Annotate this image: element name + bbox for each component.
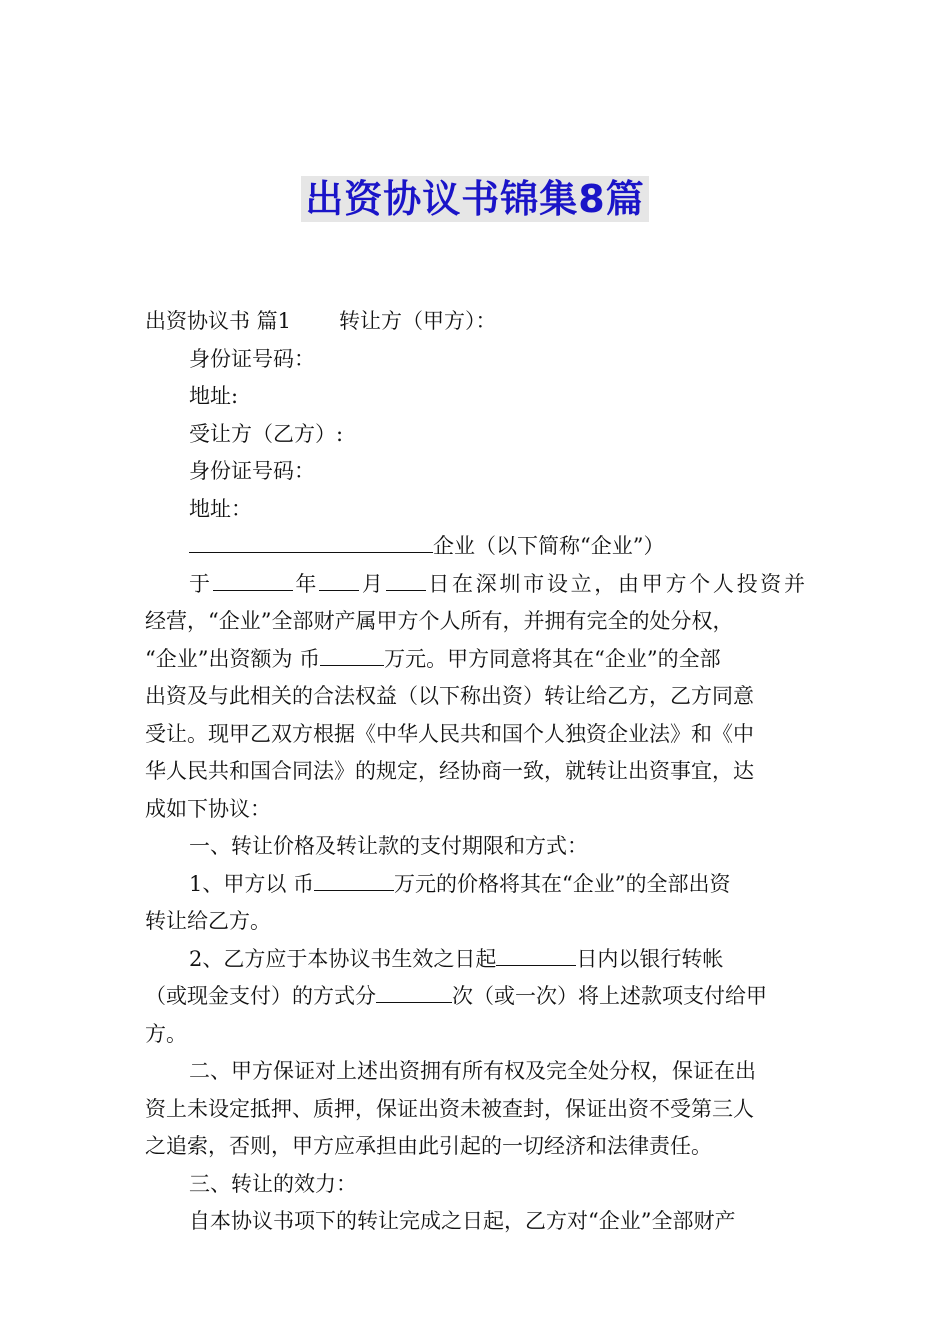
section-heading-line <box>145 303 805 341</box>
address-line-b <box>145 491 805 529</box>
body-line <box>145 603 805 641</box>
text-fragment: （或现金支付）的方式分 <box>145 984 376 1008</box>
text-fragment: 次（或一次）将上述款项支付给甲 <box>452 984 767 1008</box>
clause-one-heading: 一、转让价格及转让款的支付期限和方式： <box>189 834 588 858</box>
body-line <box>145 866 805 904</box>
body-line <box>145 716 805 754</box>
text-fragment: 万元的价格将其在“企业”的全部出资 <box>394 871 731 896</box>
body-line <box>145 791 805 829</box>
amount-blank <box>320 641 384 666</box>
body-line <box>145 1203 805 1241</box>
enterprise-name-blank <box>189 528 433 553</box>
text-fragment: 方。 <box>145 1021 187 1046</box>
body-line <box>145 641 805 679</box>
address-line-a <box>145 378 805 416</box>
text-fragment: 日内以银行转帐 <box>576 946 724 971</box>
text-fragment: 转让给乙方。 <box>145 909 271 933</box>
id-number-label: 身份证号码： <box>189 346 315 371</box>
body-line <box>145 1053 805 1091</box>
text-fragment: 于 <box>189 571 213 596</box>
text-fragment: 成如下协议： <box>145 796 271 821</box>
body-line <box>145 1128 805 1166</box>
document-title: 出资协议书锦集8篇 <box>301 176 648 222</box>
body-line <box>145 941 805 979</box>
section-heading: 出资协议书 篇1 <box>145 309 292 333</box>
text-fragment: 之追索，否则，甲方应承担由此引起的一切经济和法律责任。 <box>145 1134 712 1158</box>
days-blank <box>496 941 576 966</box>
text-fragment: 1、甲方以 币 <box>189 871 315 896</box>
body-line <box>145 903 805 941</box>
title-area <box>0 176 950 222</box>
transferor-label: 转让方（甲方）： <box>339 309 497 333</box>
address-label: 地址： <box>189 496 252 521</box>
body-line <box>145 566 805 604</box>
clause-heading <box>145 828 805 866</box>
text-fragment: 经营，“企业”全部财产属甲方个人所有，并拥有完全的处分权， <box>145 609 734 633</box>
address-label: 地址: <box>189 384 239 408</box>
price-blank <box>314 866 394 891</box>
enterprise-line <box>145 528 805 566</box>
month-blank <box>319 566 359 591</box>
transferee-line <box>145 416 805 454</box>
year-blank <box>213 566 293 591</box>
clause-two-text: 二、甲方保证对上述出资拥有所有权及完全处分权，保证在出 <box>189 1059 756 1083</box>
text-fragment: 日在深圳市设立，由甲方个人投资并 <box>425 571 805 596</box>
text-fragment: “企业”出资额为 币 <box>145 646 321 671</box>
text-fragment: 出资及与此相关的合法权益（以下称出资）转让给乙方，乙方同意 <box>145 684 754 708</box>
text-fragment: 资上未设定抵押、质押，保证出资未被查封，保证出资不受第三人 <box>145 1096 754 1121</box>
clause-heading <box>145 1166 805 1204</box>
day-blank <box>386 566 426 591</box>
text-fragment: 自本协议书项下的转让完成之日起，乙方对“企业”全部财产 <box>189 1209 736 1233</box>
body-line <box>145 678 805 716</box>
times-blank <box>376 978 452 1003</box>
transferee-label: 受让方（乙方）: <box>189 421 344 446</box>
id-number-line-a <box>145 341 805 379</box>
text-fragment: 年 <box>292 571 320 596</box>
body-line <box>145 1016 805 1054</box>
text-fragment: 2、乙方应于本协议书生效之日起 <box>189 946 497 971</box>
id-number-label: 身份证号码： <box>189 459 315 483</box>
id-number-line-b <box>145 453 805 491</box>
body-line <box>145 1091 805 1129</box>
clause-three-heading: 三、转让的效力： <box>189 1171 357 1196</box>
text-fragment: 万元。甲方同意将其在“企业”的全部 <box>384 646 721 671</box>
enterprise-label: 企业（以下简称“企业”） <box>433 534 665 558</box>
body-line <box>145 978 805 1016</box>
text-fragment: 月 <box>359 571 386 596</box>
text-fragment: 受让。现甲乙双方根据《中华人民共和国个人独资企业法》和《中 <box>145 721 754 746</box>
text-fragment: 华人民共和国合同法》的规定，经协商一致，就转让出资事宜，达 <box>145 759 754 783</box>
body-line <box>145 753 805 791</box>
document-body <box>145 303 805 1241</box>
